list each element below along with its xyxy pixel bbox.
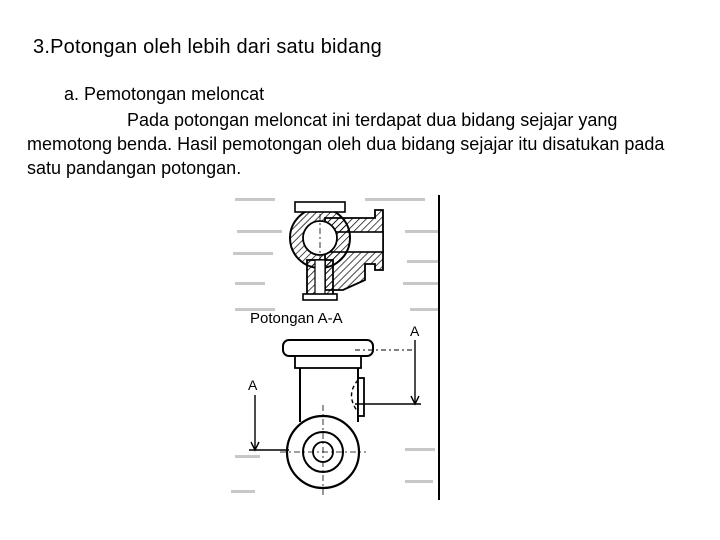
arrow-label-right: A bbox=[410, 323, 420, 339]
body-paragraph bbox=[27, 108, 699, 180]
arrow-label-left: A bbox=[248, 377, 258, 393]
drawing-svg bbox=[225, 190, 450, 505]
section-label: Potongan A-A bbox=[250, 310, 343, 327]
paragraph-text: Pada potongan meloncat ini terdapat dua bidang sejajar yang memotong benda. Hasil pemotongan oleh dua bidang sejajar itu disatukan pada satu pandangan potongan. bbox=[27, 110, 665, 178]
technical-drawing bbox=[225, 190, 450, 505]
section-view-a-a bbox=[290, 202, 383, 300]
cutting-plane-left bbox=[249, 395, 289, 450]
section-heading: 3.Potongan oleh lebih dari satu bidang bbox=[33, 36, 382, 58]
front-view bbox=[280, 340, 373, 495]
subsection-heading: a. Pemotongan meloncat bbox=[64, 84, 265, 104]
